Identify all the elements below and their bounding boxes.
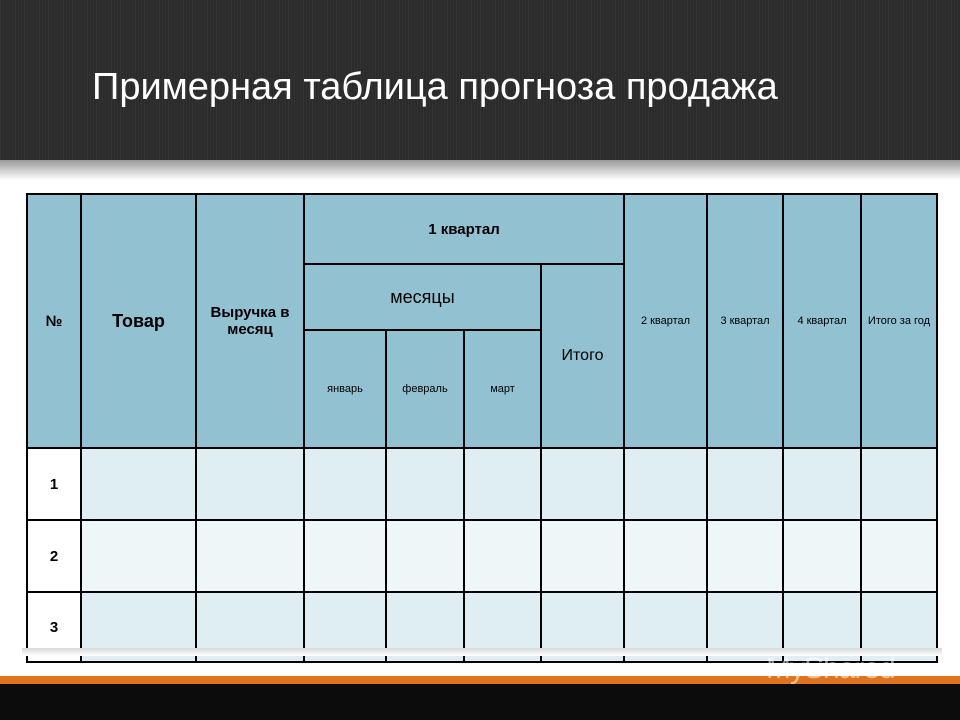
- header-q3: 3 квартал: [707, 194, 783, 448]
- cell-jan[interactable]: [304, 520, 386, 592]
- cell-q4[interactable]: [783, 520, 861, 592]
- footer-bar: [0, 684, 960, 720]
- cell-q3[interactable]: [707, 448, 783, 520]
- cell-mar[interactable]: [464, 448, 541, 520]
- watermark-logo: MyShared: [766, 652, 895, 685]
- row-number: 3: [27, 592, 81, 662]
- cell-year-total[interactable]: [861, 448, 937, 520]
- header-revenue: Выручка в месяц: [196, 194, 304, 448]
- sales-forecast-table: [26, 193, 938, 663]
- slide-header: [0, 0, 960, 160]
- table-row: [27, 448, 937, 520]
- header-year-total: Итого за год: [861, 194, 937, 448]
- table-row: [27, 520, 937, 592]
- cell-year-total[interactable]: [861, 520, 937, 592]
- cell-q1-total[interactable]: [541, 448, 624, 520]
- row-number: 2: [27, 520, 81, 592]
- cell-q3[interactable]: [707, 520, 783, 592]
- header-q4: 4 квартал: [783, 194, 861, 448]
- cell-revenue[interactable]: [196, 520, 304, 592]
- cell-product[interactable]: [81, 520, 196, 592]
- cell-q2[interactable]: [624, 448, 707, 520]
- header-row-1: [27, 194, 937, 264]
- header-month-mar: март: [464, 330, 541, 448]
- header-q2: 2 квартал: [624, 194, 707, 448]
- cell-feb[interactable]: [386, 520, 464, 592]
- cell-feb[interactable]: [386, 448, 464, 520]
- header-month-feb: февраль: [386, 330, 464, 448]
- header-month-jan: январь: [304, 330, 386, 448]
- cell-q1-total[interactable]: [541, 520, 624, 592]
- header-no: №: [27, 194, 81, 448]
- cell-q2[interactable]: [624, 520, 707, 592]
- cell-revenue[interactable]: [196, 448, 304, 520]
- header-q1-total: Итого: [541, 264, 624, 448]
- header-shadow: [0, 160, 960, 180]
- cell-q4[interactable]: [783, 448, 861, 520]
- cell-mar[interactable]: [464, 520, 541, 592]
- header-months-group: месяцы: [304, 264, 541, 330]
- cell-jan[interactable]: [304, 448, 386, 520]
- cell-product[interactable]: [81, 448, 196, 520]
- slide-title: Примерная таблица прогноза продажа: [92, 66, 778, 108]
- row-number: 1: [27, 448, 81, 520]
- header-q1: 1 квартал: [304, 194, 624, 264]
- header-product: Товар: [81, 194, 196, 448]
